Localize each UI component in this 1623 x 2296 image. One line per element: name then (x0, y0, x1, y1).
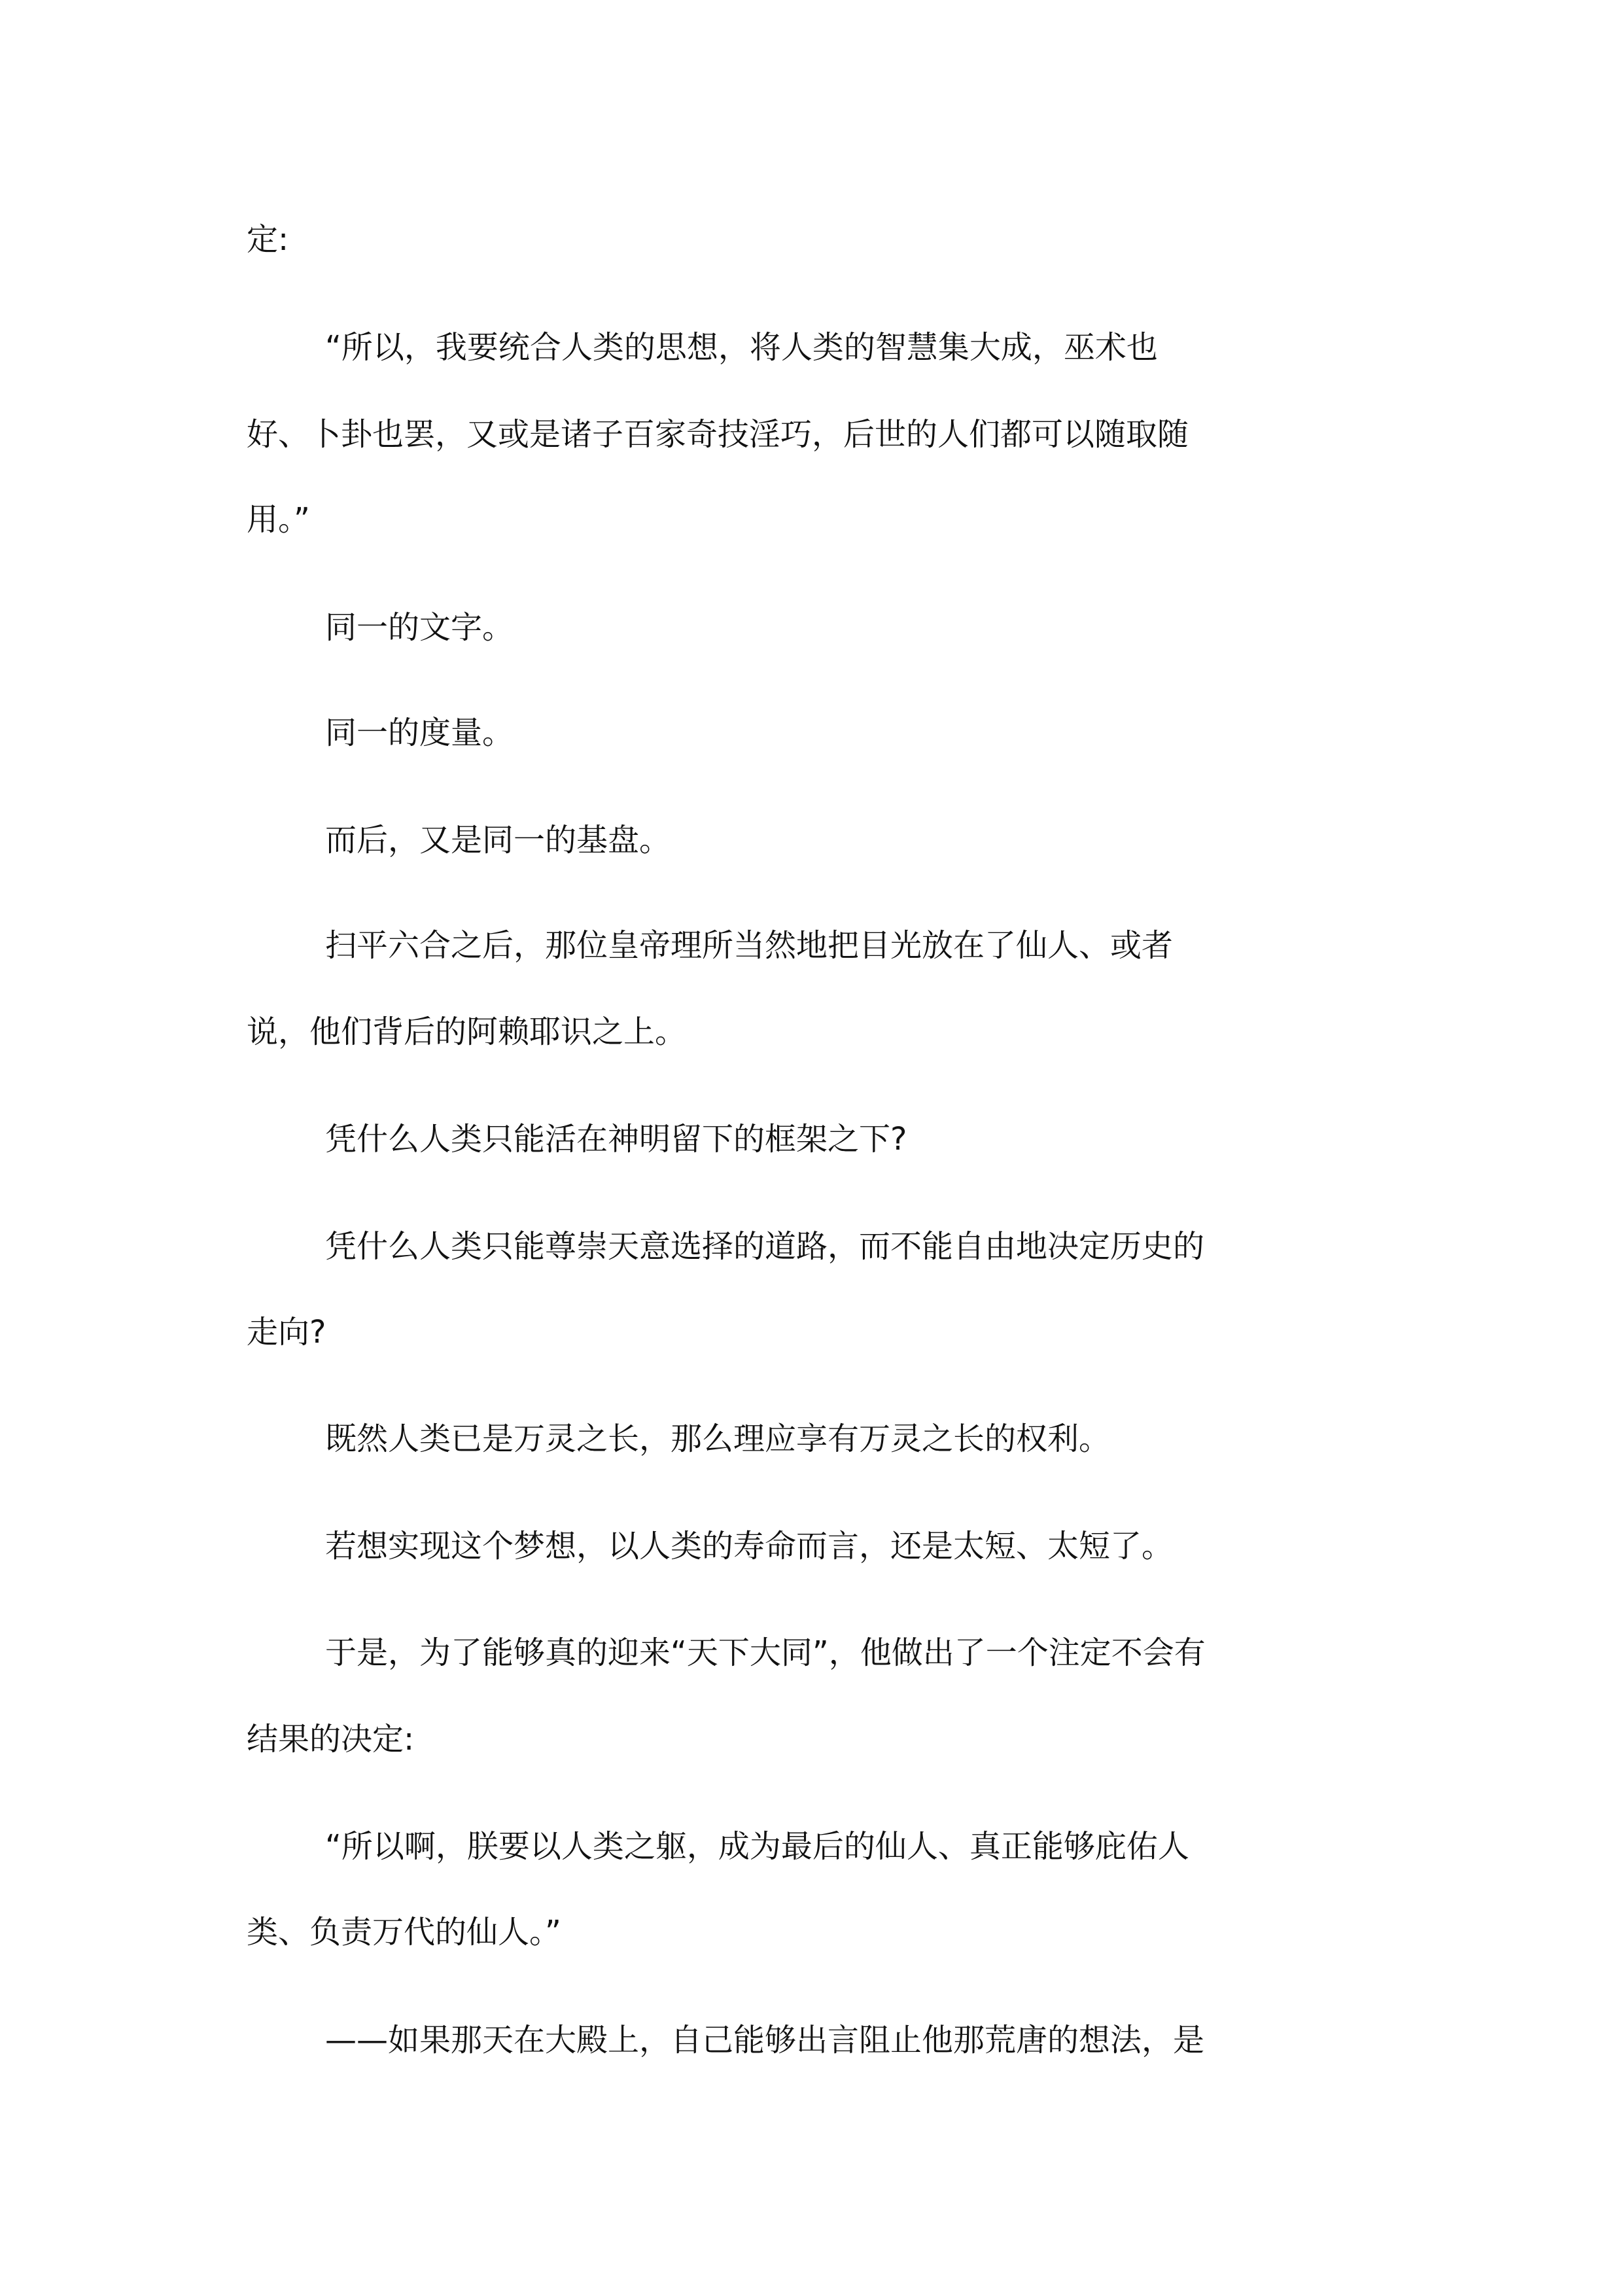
text-line: 若想实现这个梦想，以人类的寿命而言，还是太短、太短了。 (325, 1528, 1174, 1564)
text-line: 而后，又是同一的基盘。 (325, 822, 671, 858)
text-line: 好、卜卦也罢，又或是诸子百家奇技淫巧，后世的人们都可以随取随 (247, 416, 1189, 453)
text-line: 用。” (247, 501, 310, 538)
text-line: ——如果那天在大殿上，自己能够出言阻止他那荒唐的想法，是 (325, 2022, 1205, 2058)
text-line: 说，他们背后的阿赖耶识之上。 (247, 1014, 687, 1050)
text-line: 于是，为了能够真的迎来“天下大同”，他做出了一个注定不会有 (325, 1634, 1206, 1671)
text-line: 同一的度量。 (325, 715, 514, 751)
text-line: 既然人类已是万灵之长，那么理应享有万灵之长的权利。 (325, 1421, 1111, 1457)
text-line: 凭什么人类只能尊崇天意选择的道路，而不能自由地决定历史的 (325, 1228, 1205, 1265)
text-line: 结果的决定: (247, 1721, 415, 1757)
text-line: 扫平六合之后，那位皇帝理所当然地把目光放在了仙人、或者 (325, 927, 1174, 964)
text-line: “所以啊，朕要以人类之躯，成为最后的仙人、真正能够庇佑人 (325, 1828, 1189, 1865)
text-line: 凭什么人类只能活在神明留下的框架之下? (325, 1121, 907, 1157)
text-line: 定: (247, 221, 289, 258)
text-line: 走向? (247, 1314, 326, 1351)
text-line: 同一的文字。 (325, 609, 514, 646)
text-line: “所以，我要统合人类的思想，将人类的智慧集大成，巫术也 (325, 329, 1158, 366)
text-line: 类、负责万代的仙人。” (247, 1914, 561, 1951)
